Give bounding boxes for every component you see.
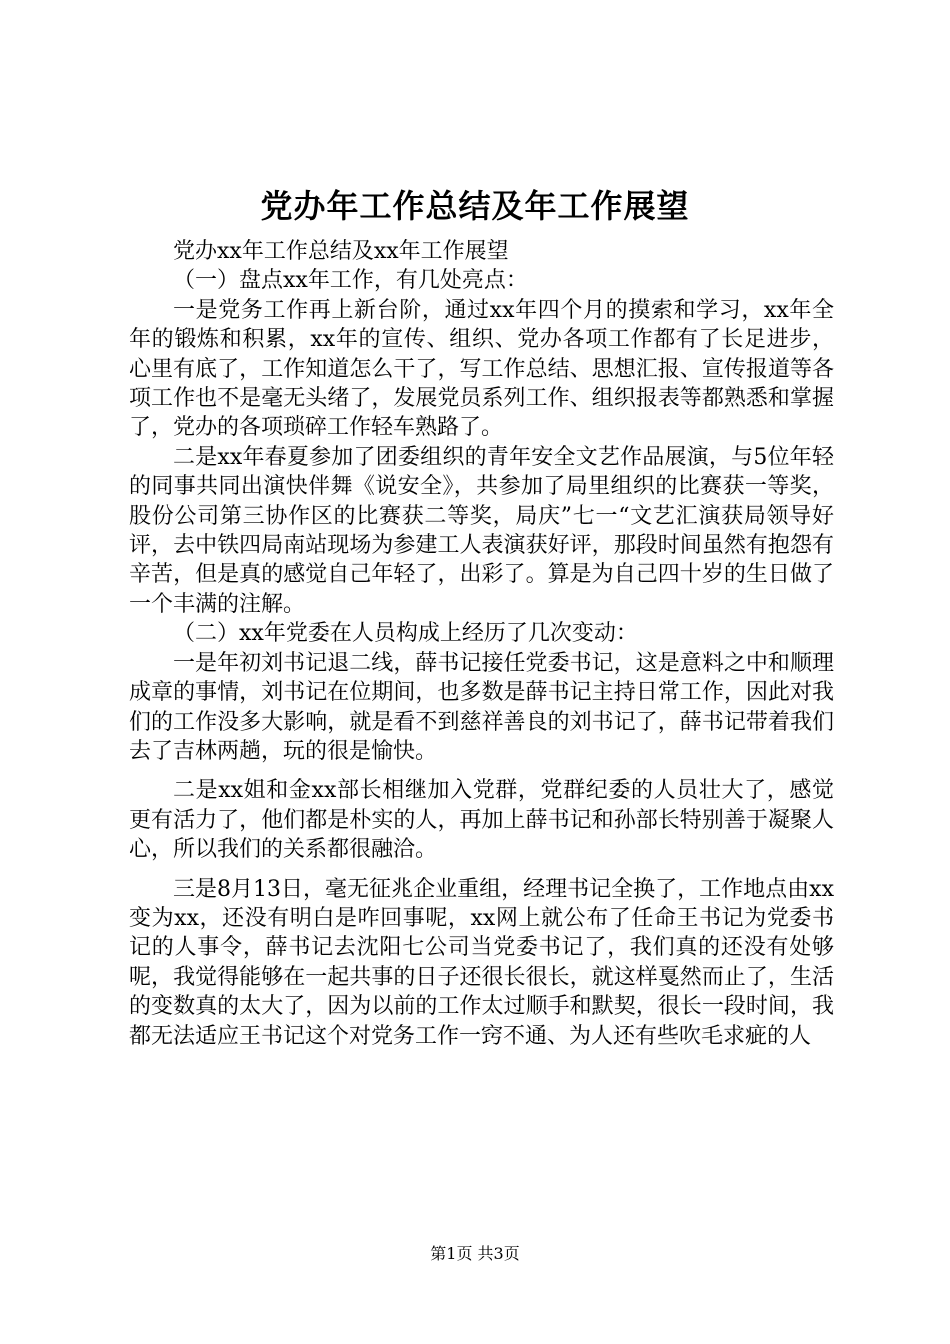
document-body bbox=[129, 237, 834, 1051]
body-paragraph: 党办xx年工作总结及xx年工作展望 bbox=[173, 239, 509, 264]
document-title: 党办年工作总结及年工作展望 bbox=[260, 187, 690, 225]
body-paragraph: 二是xx姐和金xx部长相继加入党群，党群纪委的人员壮大了，感觉更有活力了，他们都是朴实的人，再加上薛书记和孙部长特别善于凝聚人心，所以我们的关系都很融洽。 bbox=[129, 778, 834, 863]
body-paragraph: 一是党务工作再上新台阶，通过xx年四个月的摸索和学习，xx年全年的锻炼和积累，xx年的宣传、组织、党办各项工作都有了长足进步，心里有底了，工作知道怎么干了，写工作总结、思想汇报、宣传报道等各项工作也不是毫无头绪了，发展党员系列工作、组织报表等都熟悉和掌握了，党办的各项琐碎工作轻车熟路了。 bbox=[129, 297, 834, 441]
body-paragraph: （二）xx年党委在人员构成上经历了几次变动： bbox=[173, 621, 638, 647]
body-paragraph: 二是xx年春夏参加了团委组织的青年安全文艺作品展演，与5位年轻的同事共同出演快伴舞《说安全》，共参加了局里组织的比赛获一等奖，股份公司第三协作区的比赛获二等奖，局庆”七一“文艺汇演获局领导好评，去中铁四局南站现场为参建工人表演获好评，那段时间虽然有抱怨有辛苦，但是真的感觉自己年轻了，出彩了。算是为自己四十岁的生日做了一个丰满的注解。 bbox=[129, 444, 834, 617]
body-paragraph: 一是年初刘书记退二线，薛书记接任党委书记，这是意料之中和顺理成章的事情，刘书记在位期间，也多数是薛书记主持日常工作，因此对我们的工作没多大影响，就是看不到慈祥善良的刘书记了，薛书记带着我们去了吉林两趟，玩的很是愉快。 bbox=[129, 650, 834, 764]
body-paragraph: 三是8月13日，毫无征兆企业重组，经理书记全换了，工作地点由xx变为xx，还没有明白是咋回事呢，xx网上就公布了任命王书记为党委书记的人事令，薛书记去沈阳七公司当党委书记了，我们真的还没有处够呢，我觉得能够在一起共事的日子还很长很长，就这样戛然而止了，生活的变数真的太大了，因为以前的工作太过顺手和默契，很长一段时间，我都无法适应王书记这个对党务工作一窍不通、为人还有些吹毛求疵的人 bbox=[129, 876, 834, 1049]
page-footer: 第1页 共3页 bbox=[430, 1244, 520, 1263]
body-paragraph: （一）盘点xx年工作，有几处亮点： bbox=[173, 268, 528, 294]
